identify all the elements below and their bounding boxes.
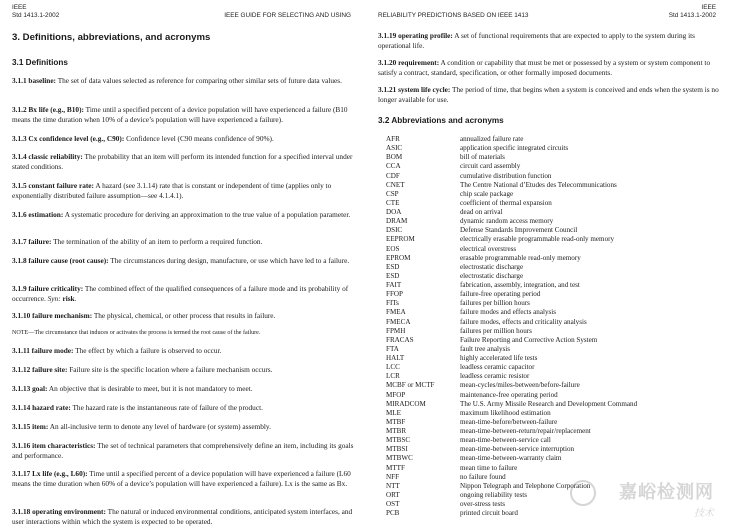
abbreviation-code: LCC — [386, 363, 400, 372]
definition-text: The circumstances during design, manufacture, or use which have led to a failure. — [108, 256, 350, 265]
abbreviation-code: CNET — [386, 180, 405, 189]
definition-text: The hazard rate is the instantaneous rate of failure of the product. — [70, 403, 263, 412]
abbreviation-meaning: The Centre National d’Etudes des Telecommunications — [460, 180, 617, 189]
header-ieee: IEEE — [12, 4, 27, 11]
definition-item — [12, 237, 354, 247]
definition-term: 3.1.13 goal: — [12, 384, 48, 393]
definition-text: Time until a specified percent of a device population will have experienced a failure (L60 means the time duration when 60% of a device’s population will have experienced a failure). Lx is the same as Bx. — [12, 469, 351, 488]
abbreviation-code: NTT — [386, 481, 400, 490]
abbreviation-code: DRAM — [386, 217, 408, 226]
definition-item — [12, 134, 354, 144]
definition-item — [12, 422, 354, 432]
abbreviation-meaning: printed circuit board — [460, 509, 518, 518]
definition-text: The physical, chemical, or other process that results in failure. — [92, 311, 276, 320]
abbreviation-meaning: fabrication, assembly, integration, and test — [460, 281, 580, 289]
definition-text: A systematic procedure for deriving an approximation to the true value of a population parameter. — [63, 210, 351, 219]
abbreviation-code: CDF — [386, 171, 400, 180]
definition-syn-label: Syn: — [47, 293, 61, 303]
abbreviation-code: FMEA — [386, 308, 406, 317]
abbreviation-code: DSIC — [386, 226, 403, 235]
abbreviation-code: EEPROM — [386, 235, 415, 244]
abbreviation-meaning: mean-time-between-return/repair/replacement — [460, 427, 591, 435]
definition-text: A condition or capability that must be met or possessed by a system or system component to satisfy a contract, standard, specification, or other formally imposed documents. — [378, 58, 711, 77]
abbreviation-code: MTBF — [386, 417, 406, 426]
definition-term: 3.1.16 item characteristics: — [12, 441, 96, 450]
definition-text: Time until a specified percent of a device population will have experienced a failure (B10 means the time duration when 10% of a device’s population will have experienced a failure). — [12, 105, 348, 124]
definition-text: The set of data values selected as reference for comparing other similar sets of future data values. — [56, 76, 342, 85]
abbreviation-code: FRACAS — [386, 335, 414, 344]
abbreviation-code: ORT — [386, 490, 400, 499]
definition-item — [12, 311, 354, 321]
definition-item — [12, 346, 354, 356]
definition-item — [12, 403, 354, 413]
definition-term: 3.1.14 hazard rate: — [12, 403, 71, 412]
definition-item — [12, 284, 354, 303]
definition-term: 3.1.6 estimation: — [12, 210, 64, 219]
abbreviation-meaning: maximum likelihood estimation — [460, 408, 551, 417]
definition-term: 3.1.9 failure criticality: — [12, 284, 84, 293]
definition-syn-word: risk — [62, 293, 75, 303]
abbreviation-code: MCBF or MCTF — [386, 381, 435, 390]
definition-item — [378, 31, 720, 50]
abbreviation-code: FTA — [386, 344, 399, 353]
abbreviation-meaning: leadless ceramic capacitor — [460, 363, 535, 372]
section-title: 3. Definitions, abbreviations, and acronyms — [12, 32, 211, 43]
definition-term: 3.1.7 failure: — [12, 237, 52, 246]
definition-item — [12, 256, 354, 266]
definition-item — [378, 58, 720, 77]
definition-text: The period of time, that begins when a system is conceived and ends when the system is no longer available for use. — [378, 85, 719, 104]
definition-term: 3.1.1 baseline: — [12, 76, 56, 85]
abbreviation-meaning: annualized failure rate — [460, 135, 524, 143]
abbreviation-meaning: failures per billion hours — [460, 299, 530, 308]
abbreviation-code: MIRADCOM — [386, 399, 426, 408]
abbreviation-meaning: Failure Reporting and Corrective Action System — [460, 335, 598, 344]
abbreviation-code: DOA — [386, 208, 402, 216]
header-std-right: Std 1413.1-2002 — [668, 12, 716, 19]
abbreviation-meaning: failure-free operating period — [460, 290, 541, 299]
note: NOTE—The circumstance that induces or activates the process is termed the root cause of the failure. — [12, 330, 261, 336]
definition-term: 3.1.19 operating profile: — [378, 31, 453, 40]
abbreviation-code: ESD — [386, 262, 400, 271]
definition-term: 3.1.12 failure site: — [12, 365, 68, 374]
abbreviation-meaning: mean time to failure — [460, 463, 518, 472]
definition-term: 3.1.8 failure cause (root cause): — [12, 256, 109, 265]
abbreviation-meaning: mean-cycles/miles-between/before-failure — [460, 381, 580, 390]
definition-term: 3.1.5 constant failure rate: — [12, 181, 94, 190]
header-title: IEEE GUIDE FOR SELECTING AND USING — [224, 12, 351, 19]
definition-text: The natural or induced environmental conditions, anticipated system interfaces, and user interactions within which the system is expected to be operated. — [12, 507, 353, 526]
abbreviation-meaning: coefficient of thermal expansion — [460, 198, 552, 207]
definition-text: A hazard (see 3.1.14) rate that is constant or independent of time (applies only to exponentially distributed failure assumption—see 4.1.4.1). — [12, 181, 332, 200]
definition-term: 3.1.18 operating environment: — [12, 507, 106, 516]
definition-text: The combined effect of the qualified consequences of a failure mode and its probability of occurrence. — [12, 284, 349, 303]
definition-text: An all-inclusive term to denote any level of hardware (or system) assembly. — [48, 422, 271, 431]
abbreviation-code: MTTF — [386, 463, 405, 472]
abbreviation-code: CTE — [386, 198, 400, 207]
definition-item — [12, 441, 354, 460]
definition-term: 3.1.2 Bx life (e.g., B10): — [12, 105, 84, 114]
abbreviation-code: MTBWC — [386, 454, 413, 463]
abbreviation-code: ASIC — [386, 144, 403, 153]
subsection-title: 3.1 Definitions — [12, 58, 68, 67]
abbreviation-code: LCR — [386, 372, 400, 381]
abbreviation-meaning: failure modes, effects and criticality analysis — [460, 317, 587, 326]
definition-text: The termination of the ability of an item to perform a required function. — [51, 237, 263, 246]
abbreviation-meaning: electrical overstress — [460, 244, 517, 253]
watermark-text-2: 技术 — [694, 508, 714, 519]
abbreviation-code: MTBSC — [386, 436, 411, 445]
abbreviation-code: CSP — [386, 189, 399, 198]
abbreviation-meaning: highly accelerated life tests — [460, 354, 538, 362]
abbreviation-code: FFOP — [386, 290, 403, 299]
definition-term: 3.1.4 classic reliability: — [12, 152, 83, 161]
definition-item — [12, 152, 354, 171]
definition-term: 3.1.15 item: — [12, 422, 49, 431]
abbreviation-code: FMECA — [386, 317, 411, 326]
header-left — [12, 4, 59, 20]
abbreviation-meaning: cumulative distribution function — [460, 171, 552, 180]
definition-term: 3.1.3 Cx confidence level (e.g., C90): — [12, 134, 125, 143]
header-right — [669, 4, 716, 20]
abbreviation-meaning: mean-time-between-service interruption — [460, 445, 575, 454]
abbreviations-title: 3.2 Abbreviations and acronyms — [378, 116, 504, 125]
abbreviation-code: HALT — [386, 354, 405, 362]
definition-text: Failure site is the specific location where a failure mechanism occurs. — [67, 365, 273, 374]
abbreviation-meaning: no failure found — [460, 472, 506, 481]
definition-term: 3.1.21 system life cycle: — [378, 85, 451, 94]
abbreviation-meaning: ongoing reliability tests — [460, 490, 527, 499]
header-ieee-right: IEEE — [701, 4, 716, 11]
definition-term: 3.1.11 failure mode: — [12, 346, 74, 355]
abbreviation-meaning: failure modes and effects analysis — [460, 308, 556, 317]
abbreviation-meaning: electrostatic discharge — [460, 271, 524, 280]
abbreviation-meaning: The U.S. Army Missile Research and Development Command — [460, 399, 638, 408]
definition-text: A set of functional requirements that are expected to apply to the system during its operational life. — [378, 31, 696, 50]
abbreviation-code: PCB — [386, 509, 400, 518]
definition-syn-end: . — [74, 293, 77, 303]
abbreviation-code: FPMH — [386, 326, 406, 335]
abbreviation-code: FAIT — [386, 281, 402, 289]
abbreviation-meaning: application specific integrated circuits — [460, 144, 569, 153]
definition-item — [378, 85, 720, 104]
header-title-right: RELIABILITY PREDICTIONS BASED ON IEEE 1413 — [378, 12, 529, 19]
abbreviation-meaning: over-stress tests — [460, 500, 505, 508]
definition-item — [12, 507, 354, 526]
abbreviation-meaning: bill of materials — [460, 153, 505, 162]
abbreviation-meaning: erasable programmable read-only memory — [460, 253, 581, 262]
header-std: Std 1413.1-2002 — [12, 12, 60, 19]
abbreviation-meaning: dynamic random access memory — [460, 217, 554, 226]
abbreviation-meaning: circuit card assembly — [460, 162, 521, 171]
definition-text: The set of technical parameters that comprehensively define an item, including its goals and performance. — [12, 441, 354, 460]
abbreviation-code: FITs — [386, 299, 399, 308]
abbreviation-code: BOM — [386, 153, 403, 162]
definition-item — [12, 469, 354, 488]
abbreviation-meaning: mean-time-between-service call — [460, 436, 551, 445]
definition-text: An objective that is desirable to meet, but it is not mandatory to meet. — [47, 384, 253, 393]
abbreviation-code: EOS — [386, 244, 400, 253]
definition-item — [12, 365, 354, 375]
watermark-text: 嘉峪检测网 — [619, 482, 714, 503]
abbreviation-code: OST — [386, 500, 400, 508]
abbreviation-meaning: fault tree analysis — [460, 344, 511, 353]
definition-text: The effect by which a failure is observed to occur. — [73, 346, 222, 355]
abbreviation-meaning: mean-time-between-warranty claim — [460, 454, 562, 463]
abbreviation-meaning: chip scale package — [460, 189, 514, 198]
abbreviation-code: ESD — [386, 271, 400, 280]
watermark-logo-icon — [570, 480, 596, 506]
abbreviation-meaning: Nippon Telegraph and Telephone Corporation — [460, 481, 591, 490]
abbreviation-meaning: electrostatic discharge — [460, 262, 524, 271]
right-page — [365, 0, 730, 532]
abbreviation-meaning: maintenance-free operating period — [460, 390, 558, 399]
definition-text: The probability that an item will perform its intended function for a specified interval under stated conditions. — [12, 152, 353, 171]
abbreviation-meaning: leadless ceramic resistor — [460, 372, 530, 381]
abbreviation-meaning: dead on arrival — [460, 208, 503, 216]
definition-item — [12, 384, 354, 394]
abbreviation-code: MLE — [386, 408, 401, 417]
definition-term: 3.1.10 failure mechanism: — [12, 311, 93, 320]
abbreviation-meaning: electrically erasable programmable read-only memory — [460, 235, 615, 244]
abbreviation-code: CCA — [386, 162, 401, 171]
abbreviation-code: EPROM — [386, 253, 411, 262]
abbreviation-code: MFOP — [386, 390, 406, 399]
abbreviation-meaning: mean-time-before/between-failure — [460, 417, 558, 426]
abbreviation-code: NFF — [386, 472, 400, 481]
definition-term: 3.1.17 Lx life (e.g., L60): — [12, 469, 88, 478]
abbreviation-meaning: failures per million hours — [460, 326, 532, 335]
definition-item — [12, 105, 354, 124]
abbreviation-code: MTBSI — [386, 445, 408, 454]
definition-item — [12, 210, 354, 220]
abbreviation-code: MTBR — [386, 427, 407, 435]
abbreviation-meaning: Defense Standards Improvement Council — [460, 226, 578, 235]
watermark — [570, 478, 720, 524]
definition-term: 3.1.20 requirement: — [378, 58, 440, 67]
definition-text: Confidence level (C90 means confidence of 90%). — [124, 134, 274, 143]
definition-item — [12, 181, 354, 200]
abbreviation-code: AFR — [386, 135, 400, 143]
definition-item — [12, 76, 354, 86]
